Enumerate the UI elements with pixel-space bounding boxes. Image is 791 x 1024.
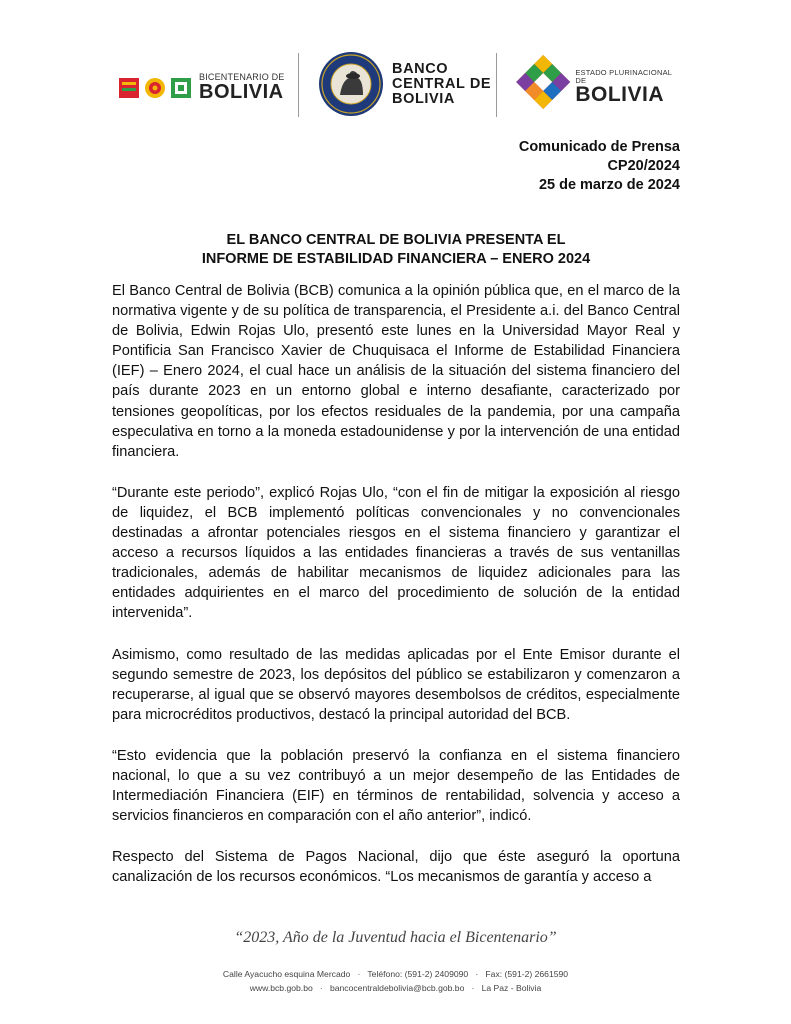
- header-divider: [496, 53, 497, 117]
- wiphala-emblem-icon: [515, 51, 571, 113]
- press-header: [519, 138, 680, 195]
- footer-fax: Fax: (591-2) 2661590: [485, 969, 569, 979]
- document-title: [112, 231, 680, 269]
- body-paragraph: Asimismo, como resultado de las medidas aplicadas por el Ente Emisor durante el segundo semestre de 2023, los depósitos del público se estabilizaron y comenzaron a recuperarse, al igual que se observó mayores desembolsos de créditos, especialmente para microcréditos productivos, destacó la principal autoridad del BCB.: [112, 646, 680, 723]
- footer-separator: ·: [475, 969, 479, 979]
- footer-motto: “2023, Año de la Juventud hacia el Bicentenario”: [234, 929, 557, 946]
- bcb-seal-icon: [318, 51, 384, 117]
- title-line1: EL BANCO CENTRAL DE BOLIVIA PRESENTA EL: [226, 232, 566, 248]
- bicentenario-small-text: BICENTENARIO DE: [199, 72, 285, 82]
- bcb-name-line2: CENTRAL DE: [392, 75, 492, 92]
- footer-separator: ·: [471, 983, 475, 993]
- body-paragraph: El Banco Central de Bolivia (BCB) comunica a la opinión pública que, en el marco de la normativa vigente y de su política de transparencia, el Presidente a.i. del Banco Central de Bolivia, Edwin Rojas Ulo, presentó este lunes en la Universidad Mayor Real y Pontificia San Francisco Xavier de Chuquisaca el Informe de Estabilidad Financiera (IEF) – Enero 2024, el cual hace un análisis de la situación del sistema financiero del país durante 2023 en un entorno global e interno desafiante, caracterizado por tensiones geopolíticas, por los efectos residuales de la pandemia, por una campaña especulativa en torno a la moneda estadounidense y por la intervención de una entidad financiera.: [112, 283, 680, 460]
- footer-separator: ·: [357, 969, 361, 979]
- footer-address: Calle Ayacucho esquina Mercado: [222, 969, 351, 979]
- footer-separator: ·: [319, 983, 323, 993]
- estado-small-text: ESTADO PLURINACIONAL DE: [575, 68, 672, 85]
- page-header: [115, 45, 675, 125]
- body-paragraph: Respecto del Sistema de Pagos Nacional, dijo que éste aseguró la oportuna canalización de los recursos económicos. “Los mecanismos de garantía y acceso a: [112, 849, 680, 886]
- bcb-name-line1: BANCO: [392, 60, 449, 77]
- bcb-logo: [318, 51, 491, 117]
- estado-big-text: BOLIVIA: [575, 83, 665, 106]
- press-date: 25 de marzo de 2024: [538, 177, 680, 193]
- bcb-name-line3: BOLIVIA: [392, 90, 456, 107]
- title-line2: INFORME DE ESTABILIDAD FINANCIERA – ENERO 2024: [201, 251, 591, 267]
- footer-email: bancocentraldebolivia@bcb.gob.bo: [329, 983, 465, 993]
- press-code: CP20/2024: [607, 158, 680, 174]
- body-paragraph: “Esto evidencia que la población preservó la confianza en el sistema financiero nacional, lo que a su vez contribuyó a un mejor desempeño de las Entidades de Intermediación Financiera (EIF) en términos de rentabilidad, solvencia y acceso a servicios financieros en comparación con el año anterior”, indicó.: [112, 747, 680, 825]
- document-body: [112, 281, 680, 908]
- bicentenario-big-text: BOLIVIA: [199, 81, 284, 103]
- bicentenario-marks-icon: [119, 75, 195, 101]
- header-divider: [298, 53, 299, 117]
- footer-city: La Paz - Bolivia: [481, 983, 542, 993]
- estado-plurinacional-logo: [515, 51, 675, 113]
- body-paragraph: “Durante este periodo”, explicó Rojas Ulo, “con el fin de mitigar la exposición al riesgo de liquidez, el BCB implementó políticas convencionales y no convencionales destinadas a afrontar potenciales riesgos en el sistema financiero y garantizar el acceso a recursos líquidos a las entidades financieras a través de sus ventanillas tradicionales, además de habilitar mecanismos de liquidez adicionales para las entidades adquirientes en el marco del procedimiento de solución de la entidad intervenida”.: [112, 484, 680, 622]
- footer-phone: Teléfono: (591-2) 2409090: [367, 969, 469, 979]
- press-type: Comunicado de Prensa: [518, 139, 680, 155]
- footer-contact: [0, 967, 791, 995]
- bicentenario-logo: [119, 73, 285, 102]
- contact-line2: [0, 981, 791, 995]
- contact-line1: [0, 967, 791, 981]
- footer-web: www.bcb.gob.bo: [249, 983, 313, 993]
